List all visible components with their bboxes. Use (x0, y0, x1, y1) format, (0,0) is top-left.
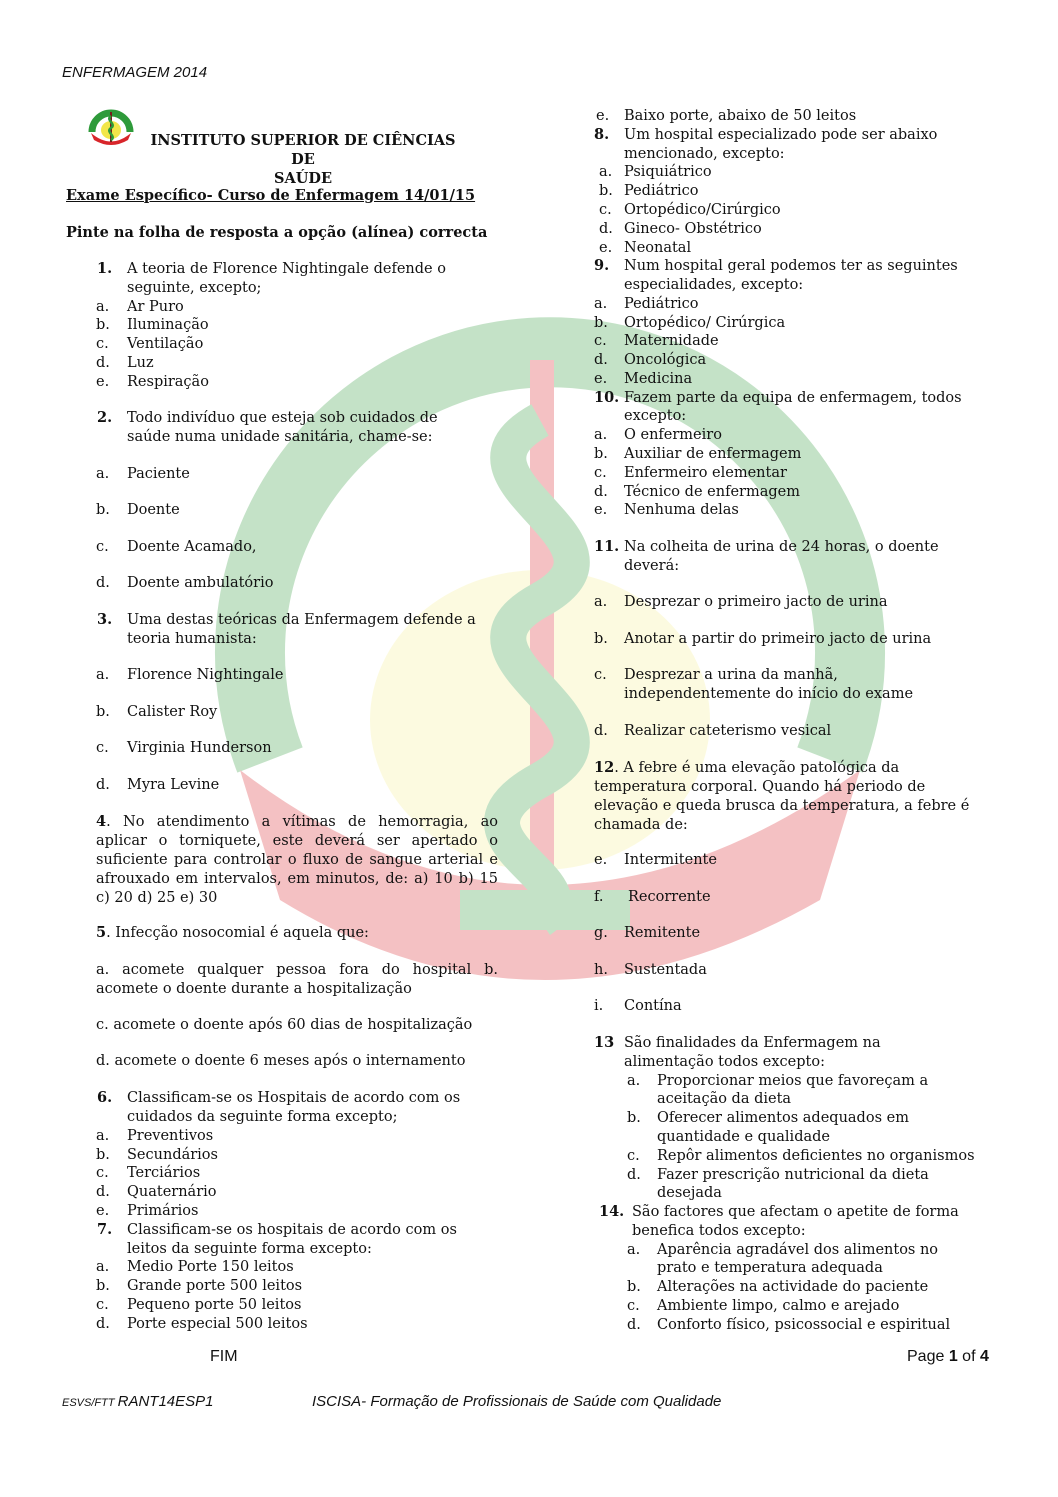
option-text: Desprezar o primeiro jacto de urina (624, 594, 888, 610)
option-text: Ambiente limpo, calmo e arejado (657, 1298, 900, 1314)
question-5 (96, 924, 369, 942)
option-text: c. acomete o doente após 60 dias de hospitalização (96, 1017, 473, 1033)
option-text: Oncológica (624, 352, 707, 368)
option-letter: g. (594, 925, 608, 941)
option-letter: b. (96, 1278, 110, 1294)
option-letter: c. (599, 202, 612, 218)
option-text: Quaternário (127, 1184, 217, 1200)
option-letter: c. (627, 1148, 640, 1164)
option-letter: a. (594, 594, 608, 610)
question-number: 11. (594, 538, 620, 555)
option-text: Técnico de enfermagem (624, 484, 800, 500)
header-course-year: ENFERMAGEM 2014 (62, 64, 208, 81)
option-text: Medicina (624, 371, 693, 387)
question-number: 1. (97, 260, 113, 277)
option-letter: d. (96, 1316, 110, 1332)
page-word: Page (907, 1348, 949, 1365)
option-letter: e. (596, 108, 610, 124)
option-text: Intermitente (624, 852, 717, 868)
question-text: Na colheita de urina de 24 horas, o doente (624, 539, 939, 555)
option-text: Contína (624, 998, 682, 1014)
option-text: Terciários (127, 1165, 201, 1181)
option-letter: e. (594, 371, 608, 387)
institute-logo (88, 106, 134, 146)
option-letter: d. (627, 1167, 641, 1183)
option-text: desejada (657, 1185, 722, 1201)
footer-motto: ISCISA- Formação de Profissionais de Saúde com Qualidade (312, 1393, 722, 1410)
option-text: Doente Acamado, (127, 539, 257, 555)
option-text: quantidade e qualidade (657, 1129, 830, 1145)
question-text: saúde numa unidade sanitária, chame-se: (127, 429, 433, 445)
question-12 (594, 758, 990, 835)
option-letter: b. (599, 183, 613, 199)
option-text: Anotar a partir do primeiro jacto de urina (624, 631, 932, 647)
option-letter: d. (594, 484, 608, 500)
option-letter: b. (627, 1279, 641, 1295)
question-text: Um hospital especializado pode ser abaixo (624, 127, 938, 143)
option-text: Nenhuma delas (624, 502, 739, 518)
question-text: . No atendimento a vítimas de hemorragia, ao aplicar o torniquete, este deverá ser apertado o suficiente para controlar o fluxo de sangue arterial e afrouxado em intervalos, em minutos, de: a) 10 b) 15 c) 20 d) 25 e) 30 (96, 814, 498, 906)
option-text: Ortopédico/Cirúrgico (624, 202, 781, 218)
option-letter: d. (96, 575, 110, 591)
question-text: benefica todos excepto: (632, 1223, 806, 1239)
option-letter: a. (96, 299, 110, 315)
question-number: 5 (96, 924, 107, 941)
option-letter: e. (594, 502, 608, 518)
question-text: deverá: (624, 558, 680, 574)
option-letter: i. (594, 998, 604, 1014)
question-text: Num hospital geral podemos ter as seguintes (624, 258, 958, 274)
option-letter: h. (594, 962, 608, 978)
option-text: Medio Porte 150 leitos (127, 1259, 294, 1275)
option-letter: d. (594, 352, 608, 368)
option-letter: b. (594, 446, 608, 462)
option-text: Proporcionar meios que favoreçam a (657, 1073, 929, 1089)
option-letter: b. (594, 631, 608, 647)
option-letter: a. (96, 1259, 110, 1275)
option-text: Conforto físico, psicossocial e espiritual (657, 1317, 951, 1333)
option-letter: d. (594, 723, 608, 739)
option-letter: e. (599, 240, 613, 256)
option-text: Gineco- Obstétrico (624, 221, 762, 237)
question-text: mencionado, excepto: (624, 146, 785, 162)
end-marker: FIM (210, 1348, 238, 1365)
option-text: Ventilação (127, 336, 204, 352)
option-letter: c. (96, 1165, 109, 1181)
option-text: Pequeno porte 50 leitos (127, 1297, 302, 1313)
option-text: Grande porte 500 leitos (127, 1278, 303, 1294)
option-text: Auxiliar de enfermagem (624, 446, 802, 462)
option-text: a. acomete qualquer pessoa fora do hospital b. acomete o doente durante a hospitalização (96, 962, 498, 997)
option-text: Primários (127, 1203, 199, 1219)
option-letter: d. (96, 355, 110, 371)
question-text: Classificam-se os Hospitais de acordo com os (127, 1090, 461, 1106)
option-text: Neonatal (624, 240, 692, 256)
option-letter: b. (96, 502, 110, 518)
option-text: independentemente do início do exame (624, 686, 914, 702)
option-text: Porte especial 500 leitos (127, 1316, 308, 1332)
exam-instruction: Pinte na folha de resposta a opção (alínea) correcta (66, 224, 488, 241)
option-letter: a. (96, 1128, 110, 1144)
exam-title: Exame Específico- Curso de Enfermagem 14/01/15 (66, 187, 476, 204)
option-text: Maternidade (624, 333, 719, 349)
option-text: Luz (127, 355, 154, 371)
question-number: 8. (594, 126, 610, 143)
option-letter: c. (594, 333, 607, 349)
institute-name (138, 131, 468, 188)
option-letter: a. (594, 296, 608, 312)
question-text: Fazem parte da equipa de enfermagem, todos (624, 390, 962, 406)
question-number: 2. (97, 409, 113, 426)
option-text: Sustentada (624, 962, 707, 978)
option-letter: e. (96, 374, 110, 390)
option-text: Fazer prescrição nutricional da dieta (657, 1167, 929, 1183)
institute-name-line1: INSTITUTO SUPERIOR DE CIÊNCIAS DE (150, 132, 456, 168)
option-letter: b. (96, 704, 110, 720)
option-letter: c. (96, 740, 109, 756)
option-text: Secundários (127, 1147, 218, 1163)
option-text: Florence Nightingale (127, 667, 284, 683)
option-text: Pediátrico (624, 296, 699, 312)
question-text: especialidades, excepto: (624, 277, 804, 293)
question-text: São finalidades da Enfermagem na (624, 1035, 881, 1051)
option-text: d. acomete o doente 6 meses após o internamento (96, 1053, 466, 1069)
option-text: Doente ambulatório (127, 575, 274, 591)
option-letter: d. (96, 1184, 110, 1200)
option-letter: a. (627, 1073, 641, 1089)
option-text: Respiração (127, 374, 209, 390)
page-indicator (907, 1348, 989, 1366)
question-text: alimentação todos excepto: (624, 1054, 825, 1070)
document-code (62, 1393, 214, 1410)
option-letter: c. (96, 539, 109, 555)
option-letter: b. (594, 315, 608, 331)
option-text: Alterações na actividade do paciente (657, 1279, 929, 1295)
option-text: Ortopédico/ Cirúrgica (624, 315, 786, 331)
option-text: Aparência agradável dos alimentos no (657, 1242, 939, 1258)
option-letter: b. (627, 1110, 641, 1126)
option-letter: d. (627, 1317, 641, 1333)
option-text: Pediátrico (624, 183, 699, 199)
question-text: excepto: (624, 408, 687, 424)
option-letter: b. (96, 317, 110, 333)
option-letter: e. (96, 1203, 110, 1219)
option-letter: a. (599, 164, 613, 180)
question-text: teoria humanista: (127, 631, 257, 647)
option-text: O enfermeiro (624, 427, 722, 443)
option-text: Enfermeiro elementar (624, 465, 787, 481)
option-letter: f. (594, 889, 604, 905)
option-letter: c. (96, 336, 109, 352)
question-text: seguinte, excepto; (127, 280, 262, 296)
option-text: Doente (127, 502, 180, 518)
option-text: Ar Puro (127, 299, 184, 315)
option-letter: a. (96, 667, 110, 683)
question-number: 4 (96, 813, 107, 830)
option-letter: b. (96, 1147, 110, 1163)
question-text: São factores que afectam o apetite de forma (632, 1204, 959, 1220)
question-number: 14. (599, 1203, 625, 1220)
option-text: Iluminação (127, 317, 209, 333)
question-text: . A febre é uma elevação patológica da temperatura corporal. Quando há periodo de elevação e queda brusca da temperatura, a febre é chamada de: (594, 760, 970, 833)
question-text: Classificam-se os hospitais de acordo com os (127, 1222, 457, 1238)
option-letter: a. (627, 1242, 641, 1258)
option-text: Remitente (624, 925, 701, 941)
option-text: Realizar cateterismo vesical (624, 723, 832, 739)
institute-name-line2: SAÚDE (274, 170, 332, 187)
option-letter: e. (594, 852, 608, 868)
question-number: 9. (594, 257, 610, 274)
option-text: Myra Levine (127, 777, 220, 793)
option-text: Virginia Hunderson (127, 740, 272, 756)
option-text: Recorrente (628, 889, 711, 905)
question-number: 3. (97, 611, 113, 628)
option-letter: c. (594, 465, 607, 481)
option-letter: c. (627, 1298, 640, 1314)
option-text: Desprezar a urina da manhã, (624, 667, 838, 683)
document-code-value: RANT14ESP1 (117, 1393, 214, 1410)
option-text: Paciente (127, 466, 190, 482)
option-text: Baixo porte, abaixo de 50 leitos (624, 108, 857, 124)
watermark-emblem (100, 300, 980, 1020)
question-text: cuidados da seguinte forma excepto; (127, 1109, 398, 1125)
question-text: Uma destas teóricas da Enfermagem defende a (127, 612, 476, 628)
question-number: 10. (594, 389, 620, 406)
document-code-prefix: ESVS/FTT (62, 1397, 118, 1409)
question-number: 6. (97, 1089, 113, 1106)
option-letter: d. (599, 221, 613, 237)
option-letter: a. (96, 466, 110, 482)
page-total: 4 (979, 1348, 989, 1365)
option-text: aceitação da dieta (657, 1091, 792, 1107)
question-number: 7. (97, 1221, 113, 1238)
question-text: A teoria de Florence Nightingale defende o (127, 261, 446, 277)
page-of: of (957, 1348, 980, 1365)
question-number: 13 (594, 1034, 615, 1051)
option-text: Calister Roy (127, 704, 218, 720)
question-text: Todo indivíduo que esteja sob cuidados de (127, 410, 438, 426)
option-letter: d. (96, 777, 110, 793)
option-letter: c. (96, 1297, 109, 1313)
option-letter: a. (594, 427, 608, 443)
option-text: prato e temperatura adequada (657, 1260, 883, 1276)
question-text: . Infecção nosocomial é aquela que: (106, 925, 369, 941)
option-text: Preventivos (127, 1128, 214, 1144)
option-letter: c. (594, 667, 607, 683)
question-number: 12 (594, 759, 615, 776)
question-4 (96, 812, 498, 908)
option-text: Psiquiátrico (624, 164, 712, 180)
question-text: leitos da seguinte forma excepto: (127, 1241, 372, 1257)
option-text: Repôr alimentos deficientes no organismos (657, 1148, 975, 1164)
page-number: 1 (948, 1348, 958, 1365)
option-text: Oferecer alimentos adequados em (657, 1110, 909, 1126)
